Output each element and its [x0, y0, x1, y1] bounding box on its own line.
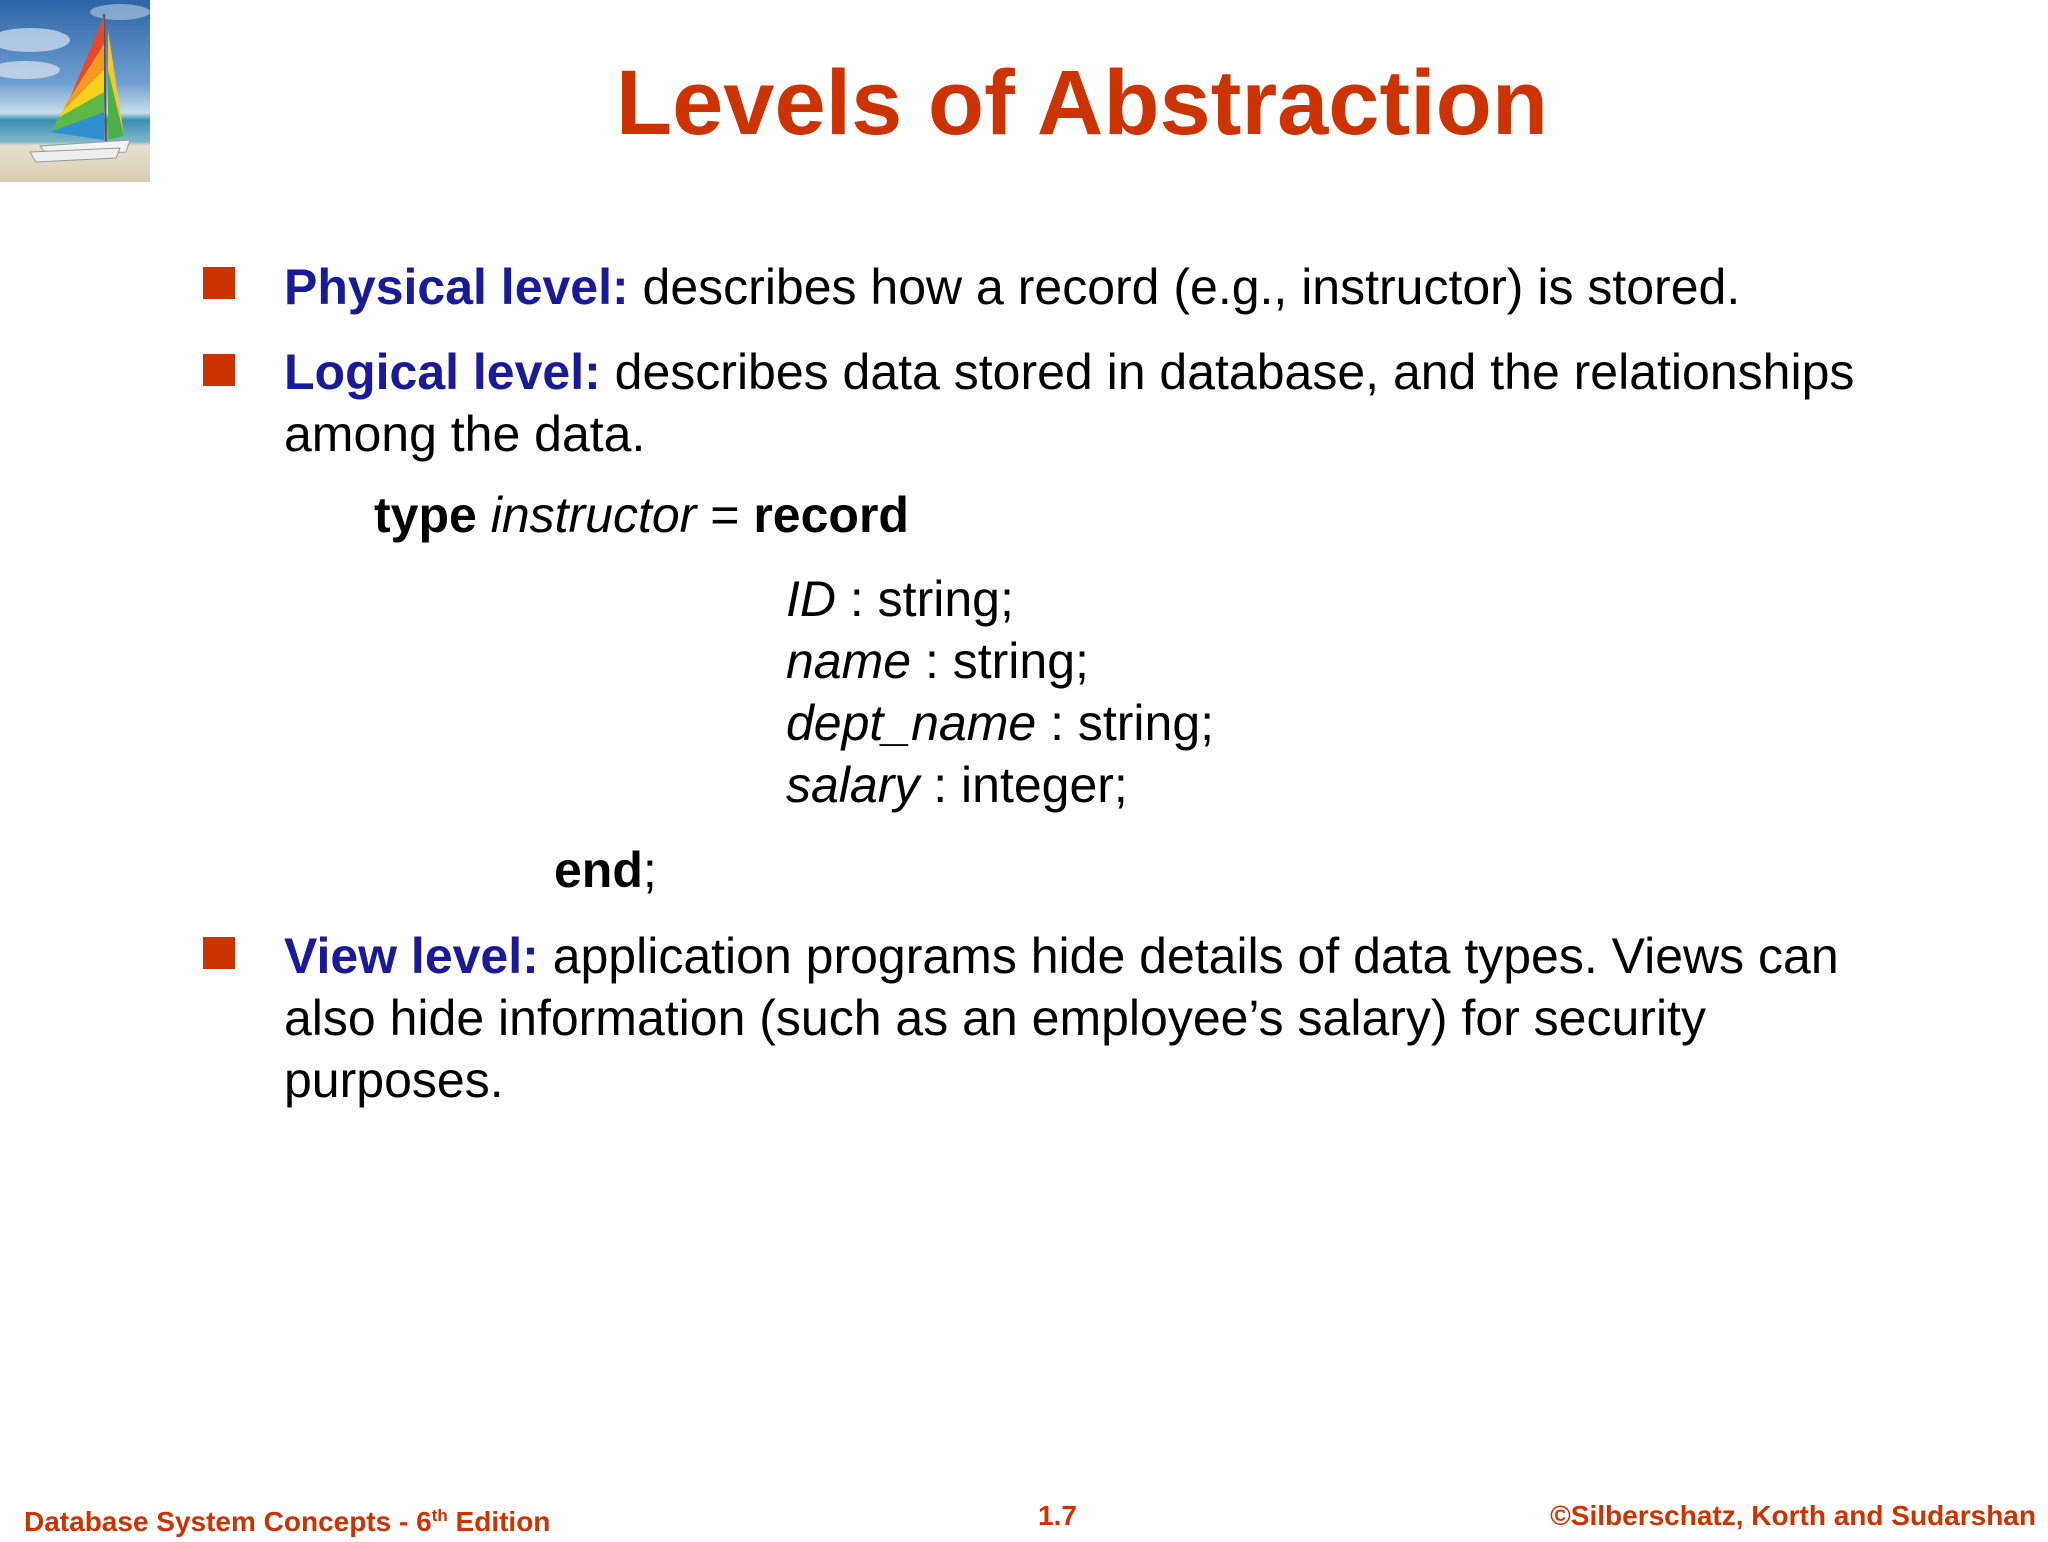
slide-title: Levels of Abstraction [615, 52, 1549, 154]
code-field [786, 754, 1214, 816]
bullet-text: describes data stored in database, and the relationships among the data. [284, 344, 1855, 462]
code-type-line [374, 484, 909, 546]
footer-copyright: ©Silberschatz, Korth and Sudarshan [1550, 1500, 2036, 1531]
bullet-physical-level [284, 256, 1924, 318]
slide-footer [0, 1496, 2048, 1536]
code-field-list [786, 568, 1214, 816]
bullet-label: Physical level: [284, 259, 629, 315]
footer-book-name: Database System Concepts - 6 [24, 1506, 432, 1537]
code-field-type: : string; [911, 633, 1089, 689]
code-end-semicolon: ; [642, 842, 657, 898]
code-field [786, 568, 1214, 630]
code-keyword-end: end [554, 842, 643, 898]
code-field-name: name [786, 633, 912, 689]
code-field-name: salary [786, 757, 920, 813]
square-bullet-icon [203, 267, 235, 299]
footer-edition-word: Edition [447, 1506, 551, 1537]
footer-book-title [24, 1496, 550, 1542]
square-bullet-icon [203, 354, 235, 386]
code-type-name: instructor [490, 487, 697, 543]
bullet-view-level [284, 925, 1924, 1111]
code-equals: = [696, 487, 754, 543]
code-keyword-record: record [753, 487, 909, 543]
code-field-type: : string; [1036, 695, 1215, 751]
bullet-label: Logical level: [284, 344, 601, 400]
code-field [786, 630, 1214, 692]
square-bullet-icon [203, 937, 235, 969]
code-field-name: dept_name [786, 695, 1037, 751]
bullet-label: View level: [284, 928, 539, 984]
bullet-logical-level [284, 341, 1924, 465]
bullet-text: application programs hide details of data types. Views can also hide information (such as an employee’s salary) for security purposes. [284, 928, 1839, 1108]
code-field-type: : integer; [919, 757, 1128, 813]
footer-page-number: 1.7 [1038, 1500, 1077, 1531]
footer-edition-sup: th [431, 1506, 448, 1525]
code-end-line [554, 839, 657, 901]
code-field-type: : string; [836, 571, 1014, 627]
code-field-name: ID [786, 571, 836, 627]
code-keyword-type: type [374, 487, 477, 543]
code-field [786, 692, 1214, 754]
bullet-text: describes how a record (e.g., instructor) is stored. [628, 259, 1741, 315]
